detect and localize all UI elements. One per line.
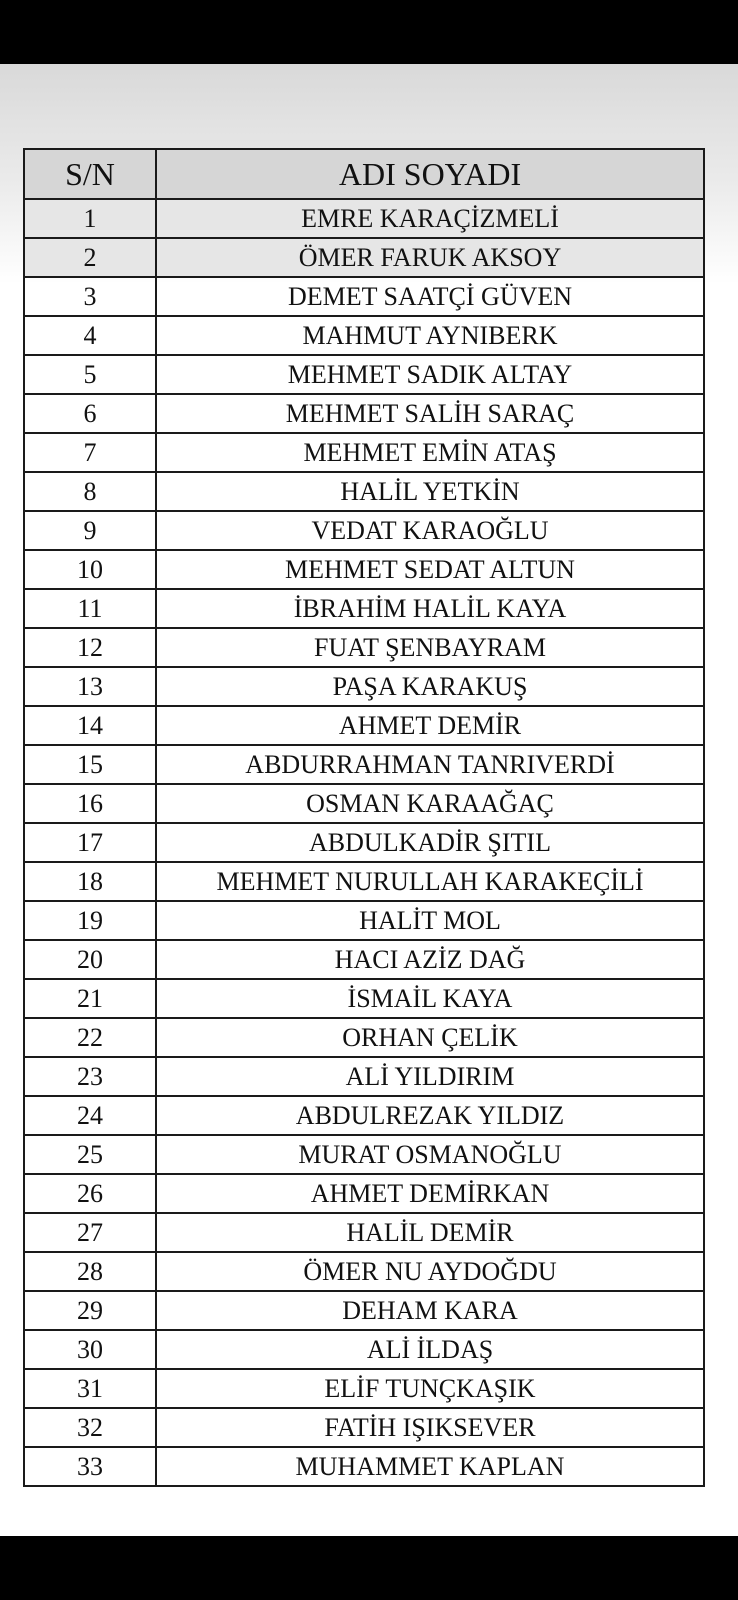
table-row [24,901,704,940]
table-row [24,1330,704,1369]
row-name: HACI AZİZ DAĞ [156,940,704,979]
row-number: 7 [24,433,156,472]
table-row [24,433,704,472]
table-row [24,550,704,589]
row-number: 6 [24,394,156,433]
header-name: ADI SOYADI [156,149,704,199]
top-black-bar [0,0,738,64]
row-number: 4 [24,316,156,355]
row-number: 22 [24,1018,156,1057]
table-row [24,1408,704,1447]
row-number: 18 [24,862,156,901]
row-name: ABDURRAHMAN TANRIVERDİ [156,745,704,784]
row-number: 9 [24,511,156,550]
row-name: ABDULREZAK YILDIZ [156,1096,704,1135]
table-row [24,1096,704,1135]
row-name: ELİF TUNÇKAŞIK [156,1369,704,1408]
table-row [24,511,704,550]
table-row [24,745,704,784]
row-name: FATİH IŞIKSEVER [156,1408,704,1447]
row-name: DEMET SAATÇİ GÜVEN [156,277,704,316]
row-number: 26 [24,1174,156,1213]
row-name: OSMAN KARAAĞAÇ [156,784,704,823]
row-name: MEHMET SEDAT ALTUN [156,550,704,589]
row-number: 31 [24,1369,156,1408]
row-name: ORHAN ÇELİK [156,1018,704,1057]
table-row [24,1057,704,1096]
table-row [24,277,704,316]
table-row [24,823,704,862]
row-name: MEHMET SALİH SARAÇ [156,394,704,433]
row-name: MEHMET NURULLAH KARAKEÇİLİ [156,862,704,901]
row-number: 12 [24,628,156,667]
row-number: 33 [24,1447,156,1486]
table-row [24,628,704,667]
name-list-table [23,148,705,1487]
row-number: 11 [24,589,156,628]
table-row [24,355,704,394]
table-row [24,1018,704,1057]
row-number: 16 [24,784,156,823]
row-name: DEHAM KARA [156,1291,704,1330]
row-name: ABDULKADİR ŞITIL [156,823,704,862]
row-name: PAŞA KARAKUŞ [156,667,704,706]
table-row [24,1447,704,1486]
table-row [24,706,704,745]
bottom-black-bar [0,1536,738,1600]
row-name: VEDAT KARAOĞLU [156,511,704,550]
row-name: EMRE KARAÇİZMELİ [156,199,704,238]
table-row [24,1213,704,1252]
row-name: MEHMET EMİN ATAŞ [156,433,704,472]
row-number: 23 [24,1057,156,1096]
row-name: AHMET DEMİRKAN [156,1174,704,1213]
row-number: 19 [24,901,156,940]
table-row [24,394,704,433]
table-row [24,1252,704,1291]
table-row [24,472,704,511]
row-name: MAHMUT AYNIBERK [156,316,704,355]
row-name: ALİ İLDAŞ [156,1330,704,1369]
row-name: ÖMER NU AYDOĞDU [156,1252,704,1291]
table-row [24,1369,704,1408]
row-number: 5 [24,355,156,394]
row-name: MEHMET SADIK ALTAY [156,355,704,394]
row-name: HALİL YETKİN [156,472,704,511]
row-name: MURAT OSMANOĞLU [156,1135,704,1174]
table-row [24,667,704,706]
table-row [24,979,704,1018]
row-number: 29 [24,1291,156,1330]
table-row [24,1291,704,1330]
table-row [24,238,704,277]
header-row [24,149,704,199]
row-name: MUHAMMET KAPLAN [156,1447,704,1486]
row-number: 21 [24,979,156,1018]
row-name: HALİL DEMİR [156,1213,704,1252]
row-name: ALİ YILDIRIM [156,1057,704,1096]
table-row [24,1174,704,1213]
row-number: 1 [24,199,156,238]
table-row [24,1135,704,1174]
row-number: 27 [24,1213,156,1252]
document-sheet [0,64,738,1536]
row-number: 17 [24,823,156,862]
row-number: 25 [24,1135,156,1174]
row-number: 10 [24,550,156,589]
table-row [24,589,704,628]
table-row [24,199,704,238]
row-number: 13 [24,667,156,706]
table-row [24,940,704,979]
row-number: 15 [24,745,156,784]
row-name: HALİT MOL [156,901,704,940]
row-name: ÖMER FARUK AKSOY [156,238,704,277]
row-name: İSMAİL KAYA [156,979,704,1018]
row-number: 28 [24,1252,156,1291]
table-row [24,316,704,355]
row-name: AHMET DEMİR [156,706,704,745]
table-row [24,862,704,901]
row-number: 32 [24,1408,156,1447]
row-name: İBRAHİM HALİL KAYA [156,589,704,628]
header-sn: S/N [24,149,156,199]
row-number: 14 [24,706,156,745]
row-number: 20 [24,940,156,979]
row-number: 2 [24,238,156,277]
table-row [24,784,704,823]
row-number: 3 [24,277,156,316]
row-number: 8 [24,472,156,511]
row-number: 24 [24,1096,156,1135]
row-number: 30 [24,1330,156,1369]
row-name: FUAT ŞENBAYRAM [156,628,704,667]
